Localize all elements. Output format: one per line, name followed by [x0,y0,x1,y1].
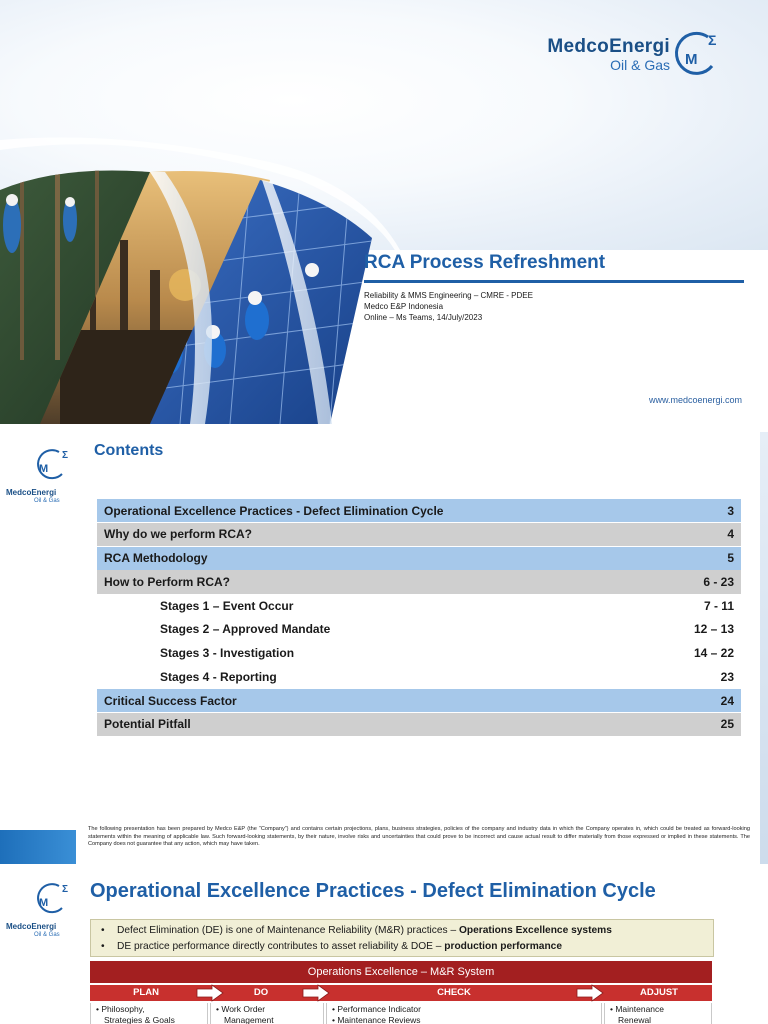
toc-page-number: 7 - 11 [703,598,734,613]
do-item: Management [224,1014,274,1024]
toc-row[interactable] [97,713,741,736]
toc-page-number: 3 [727,503,734,518]
phase-check: CHECK [437,987,471,998]
logo-subtitle-text: Oil & Gas [610,57,670,73]
toc-label: Operational Excellence Practices - Defect Elimination Cycle [104,503,444,518]
medco-m-sigma-icon [668,28,724,84]
presentation-meta [364,290,744,323]
toc-label: How to Perform RCA? [104,574,230,589]
pdca-phase-bar [90,985,712,1001]
website-link[interactable]: www.medcoenergi.com [648,395,742,405]
disclaimer-text: The following presentation has been prepared by Medco E&P (the “Company”) and contains certain projections, plans, business strategies, policies of the company and industry data in which the Company operates in, which could be treated as forward-looking statements within the meaning of applicable law. Such forward-looking statements, by their nature, involve risks and uncertainties that could prove to be incorrect and cause actual result to differ materially from those expressed or implied in these statements. The Company does not guarantee that any action, which may have taken. [88,826,750,848]
arrow-right-icon [302,984,330,1002]
toc-label: Stages 2 – Approved Mandate [160,622,331,637]
check-item: • Performance Indicator [332,1004,421,1014]
check-items [332,1004,421,1024]
medcoenergi-logo-small [4,880,74,940]
meta-line-department: Reliability & MMS Engineering – CMRE - PDEE [364,291,533,300]
toc-label: RCA Methodology [104,551,208,566]
title-slide [0,0,768,424]
medco-m-sigma-icon [32,880,76,920]
toc-row[interactable] [97,665,741,688]
plan-items [96,1004,175,1024]
title-underline [364,280,744,283]
svg-text:Σ: Σ [708,32,717,48]
operational-excellence-slide [0,872,768,1024]
medco-m-sigma-icon [32,446,76,486]
arrow-right-icon [576,984,604,1002]
toc-label: Stages 4 - Reporting [160,669,277,684]
key-point-emphasis: production performance [444,941,562,952]
key-point: • Defect Elimination (DE) is one of Maintenance Reliability (M&R) practices – Operations Excellence systems [101,925,612,936]
adjust-item: Renewal [618,1014,652,1024]
ops-excellence-banner: Operations Excellence – M&R System [90,961,712,983]
toc-page-number: 12 – 13 [693,622,734,637]
side-accent-band [0,830,76,864]
toc-page-number: 25 [720,717,734,732]
toc-row[interactable] [97,594,741,617]
meta-line-company: Medco E&P Indonesia [364,302,444,311]
do-items [216,1004,274,1024]
toc-row[interactable] [97,570,741,593]
check-item: • Maintenance Reviews [332,1014,421,1024]
svg-text:M: M [39,463,49,475]
toc-label: Stages 1 – Event Occur [160,598,294,613]
phase-adjust: ADJUST [639,987,678,998]
adjust-item: • Maintenance [610,1004,665,1014]
svg-text:Σ: Σ [62,450,69,461]
adjust-items [610,1004,664,1024]
key-points-box [90,919,714,957]
contents-title: Contents [94,442,164,459]
medcoenergi-logo-small [4,446,74,506]
toc-label: Stages 3 - Investigation [160,646,295,661]
logo-brand-text: MedcoEnergi [547,36,670,57]
toc-label: Critical Success Factor [104,693,237,708]
plan-item: • Philosophy, [96,1004,145,1014]
key-point-emphasis: Operations Excellence systems [458,925,612,936]
logo-subtitle-text: Oil & Gas [34,498,60,504]
svg-text:M: M [685,51,698,68]
toc-page-number: 23 [720,669,734,684]
plan-item: Strategies & Goals [104,1014,175,1024]
slide-title: Operational Excellence Practices - Defect Elimination Cycle [90,880,656,902]
presentation-title: RCA Process Refreshment [364,252,606,273]
key-point-text: DE practice performance directly contributes to asset reliability & DOE – [117,941,445,952]
toc-label: Why do we perform RCA? [104,527,253,542]
toc-row[interactable] [97,618,741,641]
key-point: • DE practice performance directly contributes to asset reliability & DOE – production performance [101,941,562,952]
phase-plan: PLAN [133,987,159,998]
do-item: • Work Order [216,1004,266,1014]
table-of-contents [97,499,741,736]
toc-page-number: 24 [720,693,734,708]
toc-page-number: 5 [727,551,734,566]
logo-brand-text: MedcoEnergi [6,922,57,931]
toc-row[interactable] [97,547,741,570]
key-point-text: Defect Elimination (DE) is one of Maintenance Reliability (M&R) practices – [117,925,459,936]
toc-label: Potential Pitfall [104,717,191,732]
toc-page-number: 14 – 22 [693,646,734,661]
toc-row[interactable] [97,523,741,546]
toc-row[interactable] [97,642,741,665]
right-edge-bar [760,432,768,864]
svg-text:Σ: Σ [62,884,69,895]
operations-photo-collage [0,0,400,424]
toc-page-number: 4 [727,527,734,542]
contents-slide [0,432,768,864]
toc-page-number: 6 - 23 [703,574,734,589]
title-block [364,252,744,323]
meta-line-date: Online – Ms Teams, 14/July/2023 [364,313,483,322]
logo-subtitle-text: Oil & Gas [34,932,60,938]
phase-do: DO [253,987,269,998]
logo-brand-text: MedcoEnergi [6,488,57,497]
svg-text:M: M [39,897,49,909]
toc-row[interactable] [97,499,741,522]
medcoenergi-logo [524,26,744,86]
toc-row[interactable] [97,689,741,712]
